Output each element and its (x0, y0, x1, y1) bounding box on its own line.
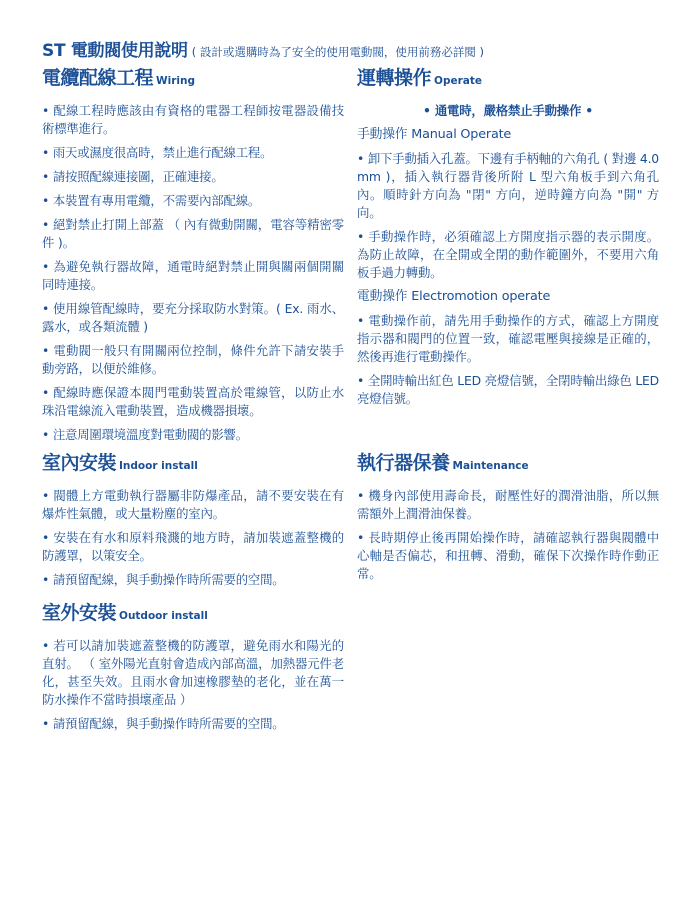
operate-section (357, 66, 659, 408)
outdoor-install-section (42, 601, 344, 733)
list-item: • 安裝在有水和原料飛濺的地方時，請加裝遮蓋整機的防護罩，以策安全。 (42, 530, 344, 563)
maintenance-section (357, 451, 659, 583)
list-item: • 卸下手動插入孔蓋。下邊有手柄軸的六角孔 ( 對邊 4.0 mm )，插入執行器背後所附 L 型六角板手到六角孔內。順時針方向為 "閉" 方向，逆時鐘方向為 "開" 方向。 (357, 151, 659, 220)
section-title-zh: 室內安裝 (42, 452, 117, 474)
list-item: • 長時期停止後再開始操作時，請確認執行器與閥體中心軸是否偏芯，和扭轉、滑動，確保下次操作時作動正常。 (357, 530, 659, 581)
list-item: • 雨天或濕度很高時，禁止進行配線工程。 (42, 145, 273, 160)
section-title (42, 66, 344, 93)
list-item: • 請預留配線，與手動操作時所需要的空間。 (42, 572, 285, 587)
list-item: • 電動閥一般只有開關兩位控制，條件允許下請安裝手動旁路，以便於維修。 (42, 343, 344, 376)
list-item: • 使用線管配線時，要充分採取防水對策。( Ex. 雨水、露水，或各類流體 ) (42, 301, 344, 334)
section-title-zh: 電纜配線工程 (42, 67, 154, 89)
list-item: • 本裝置有專用電纜，不需要內部配線。 (42, 193, 261, 208)
section-title (357, 66, 659, 93)
list-item: • 請按照配線連接圖，正確連接。 (42, 169, 224, 184)
list-item: • 若可以請加裝遮蓋整機的防護罩，避免雨水和陽光的直射。 （ 室外陽光直射會造成內部高溫，加熱器元件老化，甚至失效。且雨水會加速橡膠墊的老化，並在萬一防水操作不當時損壞產品 ） (42, 638, 344, 707)
section-title-en: Maintenance (452, 460, 529, 472)
list-item: • 請預留配線，與手動操作時所需要的空間。 (42, 716, 285, 731)
list-item: • 手動操作時，必須確認上方開度指示器的表示開度。為防止故障，在全開或全閉的動作範圍外，不要用六角板手過力轉動。 (357, 229, 659, 280)
indoor-install-section (42, 451, 344, 589)
section-title-en: Indoor install (119, 460, 198, 472)
list-item: • 為避免執行器故障，通電時絕對禁止開與關兩個開關同時連接。 (42, 259, 344, 292)
page-subtitle: ( 設計或選購時為了安全的使用電動閥，使用前務必詳閱 ) (191, 45, 485, 59)
page-header (42, 36, 682, 61)
section-title-zh: 室外安裝 (42, 602, 117, 624)
section-title-en: Operate (434, 75, 482, 87)
list-item: • 閥體上方電動執行器屬非防爆產品，請不要安裝在有爆炸性氣體，或大量粉塵的室內。 (42, 488, 344, 521)
list-item: • 機身內部使用壽命長，耐壓性好的潤滑油脂，所以無需額外上潤滑油保養。 (357, 488, 659, 521)
manual-operate-heading: 手動操作 Manual Operate (357, 127, 512, 142)
section-title-en: Outdoor install (119, 610, 208, 622)
list-item: • 配線工程時應該由有資格的電器工程師按電器設備技術標準進行。 (42, 103, 344, 136)
page-title: ST 電動閥使用說明 (42, 41, 188, 61)
wiring-section (42, 66, 344, 444)
list-item: • 注意周圍環境溫度對電動閥的影響。 (42, 427, 248, 442)
section-title (357, 451, 659, 478)
section-title-zh: 運轉操作 (357, 67, 432, 89)
list-item: • 配線時應保證本閥門電動裝置高於電線管，以防止水珠沿電線流入電動裝置，造成機器損壞。 (42, 385, 344, 418)
section-title-en: Wiring (156, 75, 195, 87)
list-item: • 電動操作前，請先用手動操作的方式，確認上方開度指示器和閥門的位置一致，確認電壓與接線是正確的，然後再進行電動操作。 (357, 313, 659, 364)
section-title (42, 601, 344, 628)
section-title (42, 451, 344, 478)
list-item: • 絕對禁止打開上部蓋 （ 內有微動開關，電容等精密零件 )。 (42, 217, 344, 250)
electro-operate-heading: 電動操作 Electromotion operate (357, 289, 551, 304)
warning-text: • 通電時，嚴格禁止手動操作 • (423, 103, 593, 118)
list-item: • 全開時輸出紅色 LED 亮燈信號，全閉時輸出綠色 LED 亮燈信號。 (357, 373, 659, 406)
section-title-zh: 執行器保養 (357, 452, 450, 474)
